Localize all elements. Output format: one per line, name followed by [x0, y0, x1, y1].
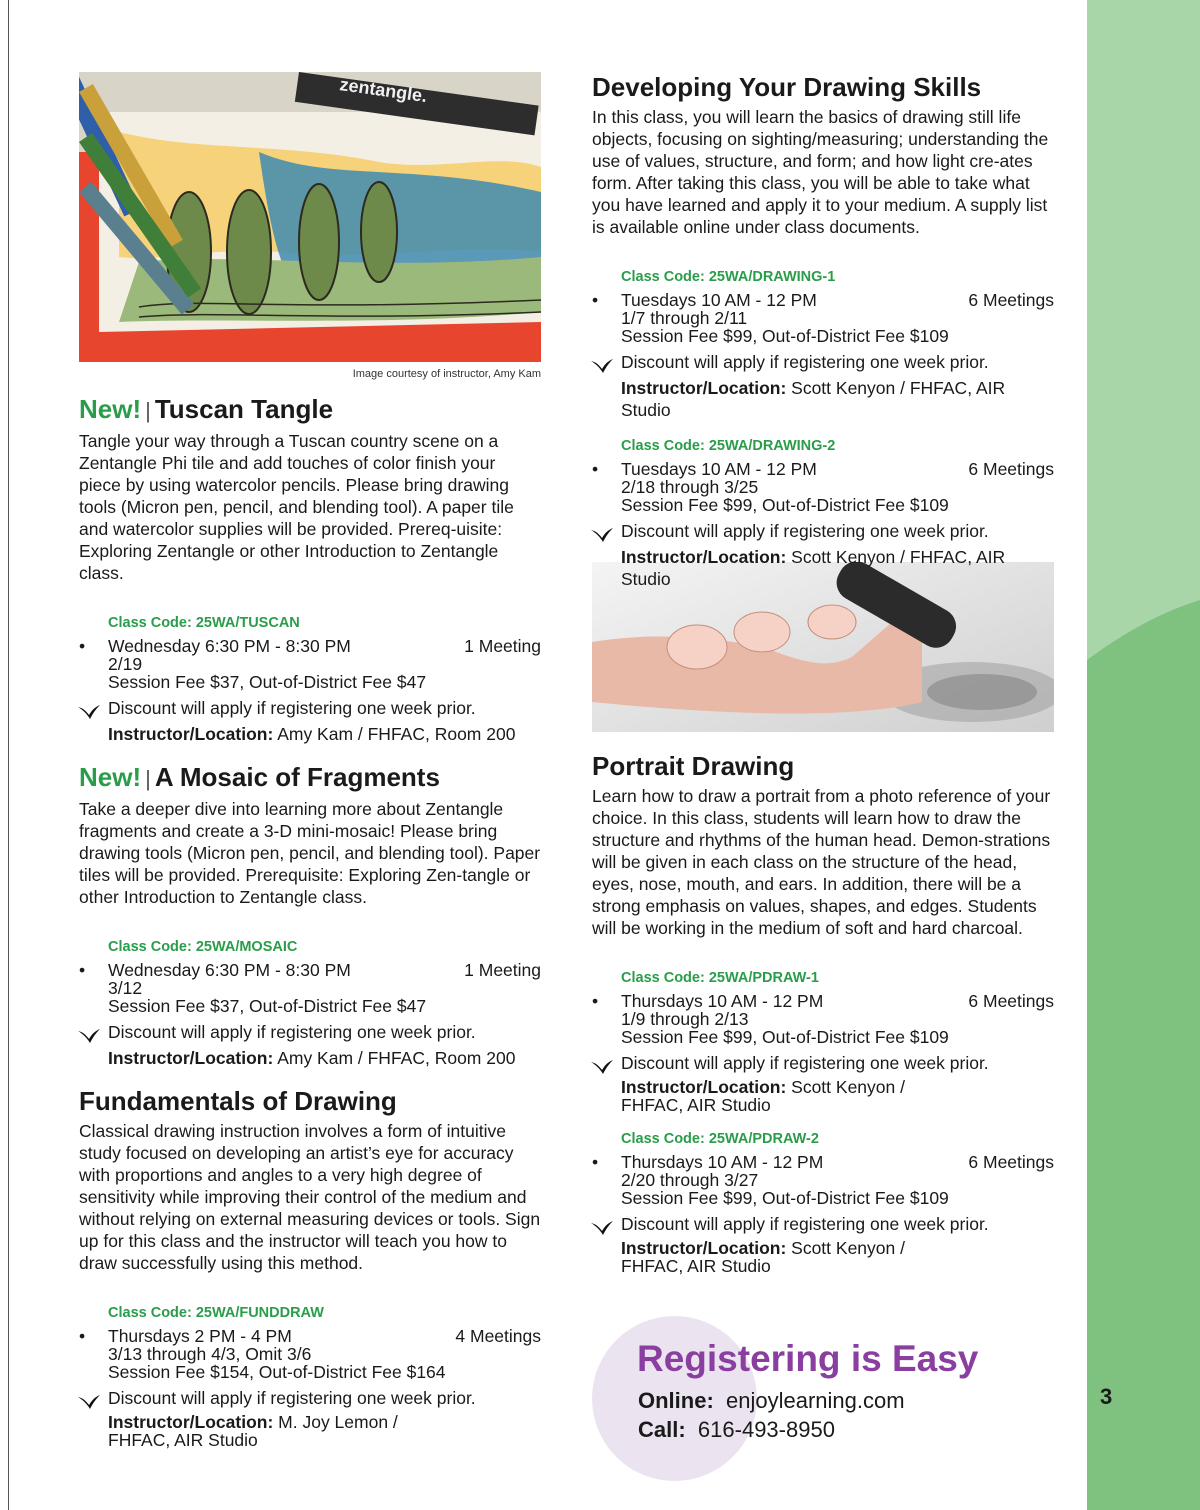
bird-icon: [591, 1057, 613, 1079]
mosaic-section: [79, 762, 541, 1069]
mosaic-description: Take a deeper dive into learning more about Zentangle fragments and create a 3-D mini-mosaic! Please bring drawing tools (Micron pen, pencil, and blending tool). Paper tiles will be provided. Prerequisite: Exploring Zen-tangle or other Introduction to Zentangle class.: [79, 799, 541, 907]
meeting-count: 1 Meeting: [464, 960, 541, 980]
instructor-label: Instructor/Location:: [108, 1048, 274, 1068]
discount-text: Discount will apply if registering one week prior.: [108, 698, 476, 718]
instructor-value: Amy Kam / FHFAC, Room 200: [277, 1048, 516, 1068]
title-separator: |: [145, 398, 151, 423]
instructor-location: [108, 1047, 541, 1069]
instructor-value: Scott Kenyon / FHFAC, AIR Studio: [621, 378, 1006, 420]
bullet-icon: •: [592, 290, 599, 310]
day-time: Tuesdays 10 AM - 12 PM: [621, 459, 817, 479]
discount-note: [621, 1213, 1054, 1235]
section-title: Portrait Drawing: [592, 751, 795, 781]
developing-description: In this class, you will learn the basics of drawing still life objects, focusing on sighting/measuring; understanding the use of values, structure, and form; and how light cre-ates form. After taking this class, you will be able to take what you have learned and apply it to your medium. A supply list is available online under class documents.: [592, 107, 1049, 237]
schedule-row: [592, 1152, 1054, 1172]
day-time: Wednesday 6:30 PM - 8:30 PM: [108, 960, 351, 980]
meeting-count: 6 Meetings: [968, 290, 1054, 310]
session-fee: Session Fee $99, Out-of-District Fee $109: [621, 1188, 949, 1208]
page-number: 3: [1100, 1384, 1113, 1409]
section-title: Fundamentals of Drawing: [79, 1086, 397, 1116]
bullet-icon: •: [79, 636, 86, 656]
discount-note: [108, 1021, 541, 1043]
session-dates: 3/13 through 4/3, Omit 3/6: [108, 1344, 312, 1364]
bird-icon: [591, 1218, 613, 1240]
session-block: [592, 437, 1054, 590]
session-fee: Session Fee $99, Out-of-District Fee $109: [621, 495, 949, 515]
bird-icon: [78, 1392, 100, 1414]
portrait-section: [592, 751, 1054, 1275]
portrait-description: Learn how to draw a portrait from a photo reference of your choice. In this class, students will learn how to draw the structure and rhythms of the human head. Demon-strations will be given in each class on the structure of the head, eyes, nose, mouth, and ears. In addition, there will be a strong emphasis on values, shapes, and edges. Students will be working in the medium of soft and hard charcoal.: [592, 786, 1051, 938]
zentangle-art-photo: [79, 72, 541, 362]
bullet-icon: •: [79, 1326, 86, 1346]
session-fee: Session Fee $37, Out-of-District Fee $47: [108, 672, 427, 692]
call-line: [638, 1417, 835, 1443]
tuscan-tangle-section: [79, 394, 541, 745]
schedule-row: [79, 636, 541, 656]
bullet-icon: •: [592, 991, 599, 1011]
day-time: Tuesdays 10 AM - 12 PM: [621, 290, 817, 310]
session-dates: 1/7 through 2/11: [621, 308, 748, 328]
discount-text: Discount will apply if registering one week prior.: [621, 1053, 989, 1073]
instructor-label: Instructor/Location:: [621, 1077, 787, 1097]
class-code: Class Code: 25WA/MOSAIC: [108, 939, 298, 955]
discount-note: [108, 1387, 541, 1409]
tuscan-description: Tangle your way through a Tuscan country scene on a Zentangle Phi tile and add touches of color finish your piece by using watercolor pencils. Please bring drawing tools (Micron pen, pencil, and blending tool). A paper tile and watercolor supplies will be provided. Prereq-uisite: Exploring Zentangle or other Introduction to Zentangle class.: [79, 431, 514, 583]
page-edge-line: [8, 0, 9, 1510]
zentangle-logo: zentangle.: [338, 74, 429, 107]
session-block: [79, 938, 541, 1069]
class-code: Class Code: 25WA/DRAWING-1: [621, 269, 836, 285]
instructor-label: Instructor/Location:: [621, 378, 787, 398]
online-line: [638, 1388, 905, 1414]
new-tag: New!: [79, 762, 142, 792]
bullet-icon: •: [592, 459, 599, 479]
discount-text: Discount will apply if registering one week prior.: [108, 1022, 476, 1042]
schedule-row: [592, 290, 1054, 310]
developing-section: [592, 72, 1054, 590]
instructor-label: Instructor/Location:: [621, 547, 787, 567]
instructor-value: Amy Kam / FHFAC, Room 200: [277, 724, 516, 744]
website-link[interactable]: enjoylearning.com: [726, 1388, 905, 1413]
session-fee: Session Fee $37, Out-of-District Fee $47: [108, 996, 427, 1016]
session-block: [592, 268, 1054, 421]
section-title: Developing Your Drawing Skills: [592, 72, 982, 102]
discount-text: Discount will apply if registering one week prior.: [621, 352, 989, 372]
bird-icon: [591, 525, 613, 547]
instructor-location: [621, 1239, 1054, 1275]
phone-number[interactable]: 616-493-8950: [697, 1417, 835, 1442]
session-dates: 3/12: [108, 978, 143, 998]
instructor-value-line2: FHFAC, AIR Studio: [621, 1095, 771, 1115]
discount-text: Discount will apply if registering one week prior.: [621, 1214, 989, 1234]
schedule-row: [79, 960, 541, 980]
image-caption: Image courtesy of instructor, Amy Kam: [352, 368, 541, 380]
instructor-value-line2: FHFAC, AIR Studio: [621, 1256, 771, 1276]
title-separator: |: [145, 766, 151, 791]
instructor-label: Instructor/Location:: [108, 724, 274, 744]
session-dates: 1/9 through 2/13: [621, 1009, 749, 1029]
class-code: Class Code: 25WA/DRAWING-2: [621, 438, 836, 454]
instructor-location: [108, 723, 541, 745]
instructor-value-line2: FHFAC, AIR Studio: [108, 1430, 258, 1450]
registering-title: Registering is Easy: [637, 1338, 979, 1379]
session-block: [79, 614, 541, 745]
discount-text: Discount will apply if registering one week prior.: [108, 1388, 476, 1408]
session-block: [79, 1304, 541, 1450]
discount-note: [108, 697, 541, 719]
instructor-value: Scott Kenyon /: [791, 1077, 905, 1097]
meeting-count: 1 Meeting: [464, 636, 541, 656]
meeting-count: 4 Meetings: [455, 1326, 541, 1346]
class-code: Class Code: 25WA/FUNDDRAW: [108, 1305, 324, 1321]
bird-icon: [591, 356, 613, 378]
instructor-location: [621, 377, 1054, 421]
day-time: Thursdays 10 AM - 12 PM: [621, 991, 824, 1011]
schedule-row: [79, 1326, 541, 1346]
mosaic-title: [79, 762, 541, 794]
fundamentals-description: Classical drawing instruction involves a form of intuitive study focused on developing an artist’s eye for accuracy with proportions and angles to a very high degree of sensitivity while improving their control of the medium and without relying on external measuring devices or tools. Sign up for this class and the instructor will teach you how to draw successfully using this method.: [79, 1121, 541, 1273]
call-label: Call:: [638, 1417, 686, 1442]
instructor-label: Instructor/Location:: [108, 1412, 274, 1432]
class-code: Class Code: 25WA/PDRAW-1: [621, 970, 819, 986]
session-fee: Session Fee $154, Out-of-District Fee $164: [108, 1362, 446, 1382]
session-dates: 2/18 through 3/25: [621, 477, 759, 497]
class-code: Class Code: 25WA/PDRAW-2: [621, 1131, 819, 1147]
meeting-count: 6 Meetings: [968, 991, 1054, 1011]
session-block: [592, 969, 1054, 1115]
discount-text: Discount will apply if registering one week prior.: [621, 521, 989, 541]
session-fee: Session Fee $99, Out-of-District Fee $109: [621, 1027, 949, 1047]
instructor-value: M. Joy Lemon /: [278, 1412, 398, 1432]
section-title: Tuscan Tangle: [154, 394, 334, 424]
session-fee: Session Fee $99, Out-of-District Fee $109: [621, 326, 949, 346]
session-dates: 2/19: [108, 654, 143, 674]
meeting-count: 6 Meetings: [968, 459, 1054, 479]
discount-note: [621, 351, 1054, 373]
bird-icon: [78, 1026, 100, 1048]
fundamentals-section: [79, 1086, 541, 1449]
online-label: Online:: [638, 1388, 714, 1413]
tuscan-title: [79, 394, 541, 426]
green-sidebar: [1087, 0, 1200, 1510]
instructor-location: [621, 1078, 1054, 1114]
new-tag: New!: [79, 394, 142, 424]
instructor-label: Instructor/Location:: [621, 1238, 787, 1258]
session-block: [592, 1130, 1054, 1276]
meeting-count: 6 Meetings: [968, 1152, 1054, 1172]
session-dates: 2/20 through 3/27: [621, 1170, 759, 1190]
instructor-location: [621, 546, 1054, 590]
bullet-icon: •: [79, 960, 86, 980]
day-time: Thursdays 2 PM - 4 PM: [108, 1326, 292, 1346]
registering-box: [592, 1316, 1052, 1506]
class-code: Class Code: 25WA/TUSCAN: [108, 615, 300, 631]
instructor-value: Scott Kenyon / FHFAC, AIR Studio: [621, 547, 1006, 589]
instructor-value: Scott Kenyon /: [791, 1238, 905, 1258]
schedule-row: [592, 459, 1054, 479]
instructor-location: [108, 1413, 541, 1449]
bullet-icon: •: [592, 1152, 599, 1172]
day-time: Thursdays 10 AM - 12 PM: [621, 1152, 824, 1172]
schedule-row: [592, 991, 1054, 1011]
discount-note: [621, 520, 1054, 542]
day-time: Wednesday 6:30 PM - 8:30 PM: [108, 636, 351, 656]
discount-note: [621, 1052, 1054, 1074]
bird-icon: [78, 702, 100, 724]
section-title: A Mosaic of Fragments: [154, 762, 440, 792]
